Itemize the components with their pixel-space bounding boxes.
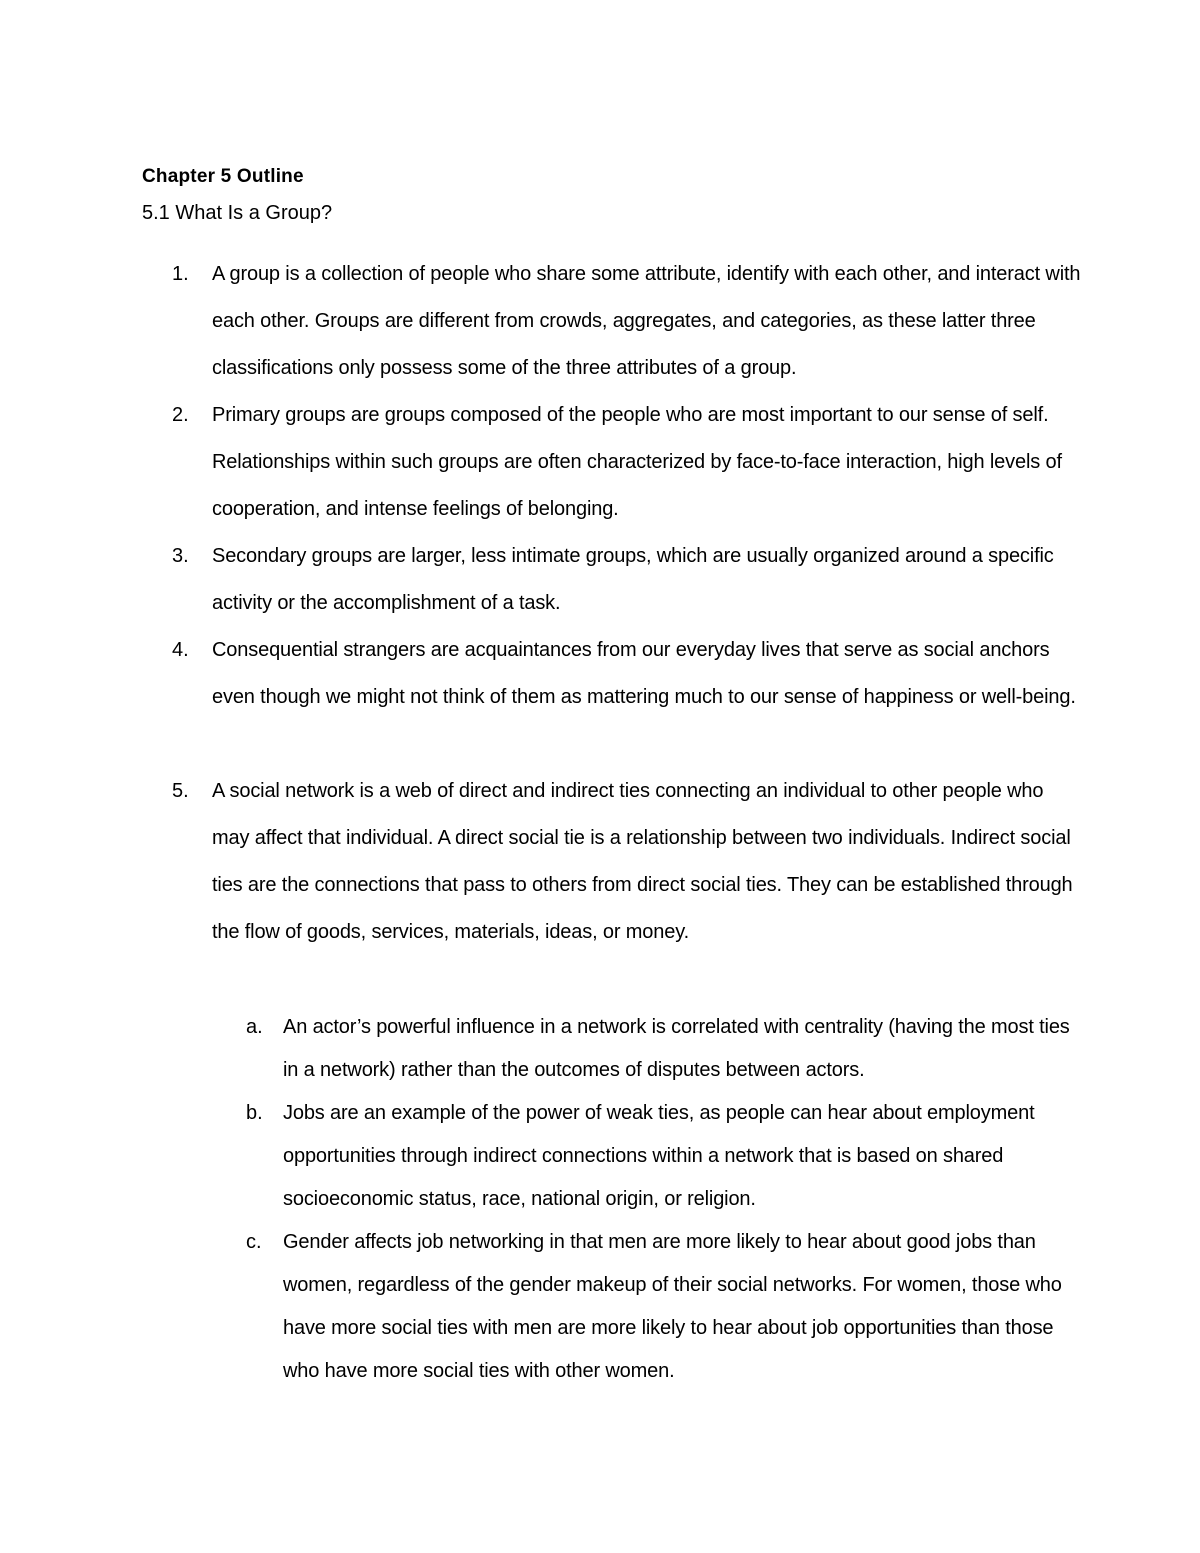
sub-list-item-letter: c.	[246, 1231, 262, 1253]
list-item-text: Consequential strangers are acquaintances from our everyday lives that serve as social anchors even though we might not think of them as mattering much to our sense of happiness or well-being.	[212, 639, 1076, 708]
list-item-number: 3.	[172, 545, 189, 567]
sub-list-item-letter: b.	[246, 1102, 263, 1124]
list-item-number: 5.	[172, 780, 189, 802]
sub-list-item-text: An actor’s powerful influence in a network is correlated with centrality (having the most ties in a network) rather than the outcomes of disputes between actors.	[283, 1016, 1070, 1081]
sub-list-item-text: Jobs are an example of the power of weak ties, as people can hear about employment opportunities through indirect connections within a network that is based on shared socioeconomic status, race, national origin, or religion.	[283, 1102, 1035, 1210]
sub-list-item-text: Gender affects job networking in that men are more likely to hear about good jobs than women, regardless of the gender makeup of their social networks. For women, those who have more social ties with men are more likely to hear about job opportunities than those who have more social ties with other women.	[283, 1231, 1062, 1382]
list-item-text: A social network is a web of direct and indirect ties connecting an individual to other people who may affect that individual. A direct social tie is a relationship between two individuals. Indirect social ties are the connections that pass to others from direct social ties. They can be established through the flow of goods, services, materials, ideas, or money.	[212, 780, 1073, 943]
sub-list-item-letter: a.	[246, 1016, 263, 1038]
section-heading: 5.1 What Is a Group?	[142, 202, 333, 224]
list-item-text: Secondary groups are larger, less intimate groups, which are usually organized around a specific activity or the accomplishment of a task.	[212, 545, 1054, 614]
document-title: Chapter 5 Outline	[142, 166, 304, 187]
list-item-number: 2.	[172, 404, 189, 426]
list-item-number: 1.	[172, 263, 189, 285]
list-item-text: Primary groups are groups composed of the people who are most important to our sense of self. Relationships within such groups are often characterized by face-to-face interaction, high levels of cooperation, and intense feelings of belonging.	[212, 404, 1062, 520]
list-item-number: 4.	[172, 639, 189, 661]
list-item-text: A group is a collection of people who share some attribute, identify with each other, and interact with each other. Groups are different from crowds, aggregates, and categories, as these latter three classifications only possess some of the three attributes of a group.	[212, 263, 1081, 379]
